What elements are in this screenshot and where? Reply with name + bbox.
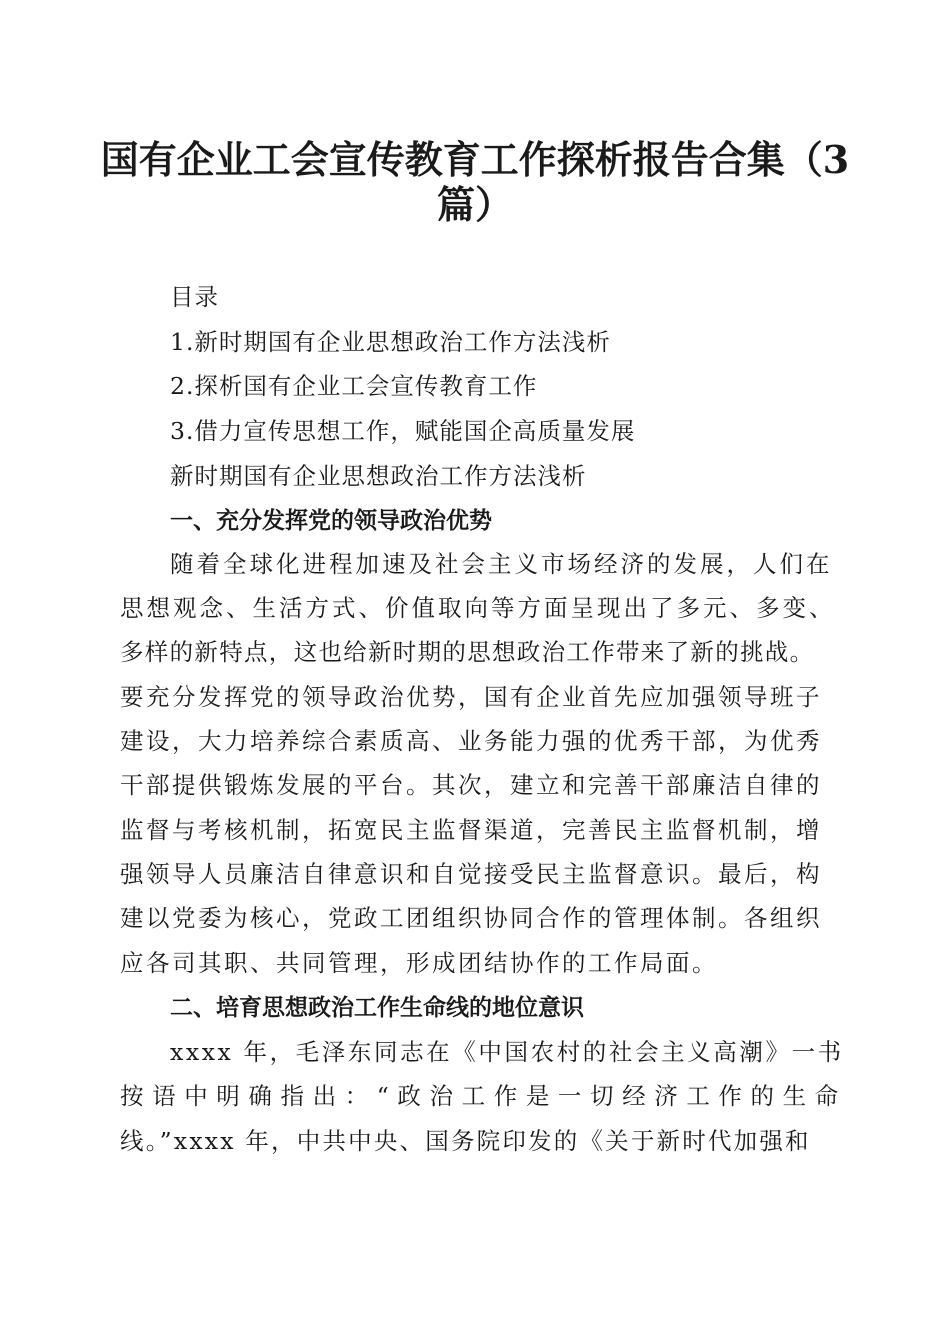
paragraph-line: 多样的新特点，这也给新时期的思想政治工作带来了新的挑战。 bbox=[120, 638, 815, 666]
toc-item-3: 3.借力宣传思想工作，赋能国企高质量发展 bbox=[170, 417, 636, 445]
toc-item-2: 2.探析国有企业工会宣传教育工作 bbox=[170, 372, 538, 400]
paragraph-line: 按语中明确指出：“政治工作是一切经济工作的生命 bbox=[120, 1082, 847, 1110]
paragraph-line: xxxx 年，毛泽东同志在《中国农村的社会主义高潮》一书 bbox=[170, 1038, 844, 1066]
toc-item-1: 1.新时期国有企业思想政治工作方法浅析 bbox=[170, 328, 611, 356]
paragraph-line: 思想观念、生活方式、价值取向等方面呈现出了多元、多变、 bbox=[120, 594, 836, 622]
paragraph-line: 建设，大力培养综合素质高、业务能力强的优秀干部，为优秀 bbox=[120, 727, 822, 755]
document-title-line-2: 篇） bbox=[436, 182, 513, 227]
paragraph-line: 建以党委为核心，党政工团组织协同合作的管理体制。各组织 bbox=[120, 904, 822, 932]
paragraph-line: 线。”xxxx 年，中共中央、国务院印发的《关于新时代加强和 bbox=[120, 1127, 811, 1155]
section-heading-1: 一、充分发挥党的领导政治优势 bbox=[170, 508, 492, 534]
article-title: 新时期国有企业思想政治工作方法浅析 bbox=[170, 462, 587, 490]
paragraph-line: 强领导人员廉洁自律意识和自觉接受民主监督意识。最后，构 bbox=[120, 860, 822, 888]
document-title-line-1: 国有企业工会宣传教育工作探析报告合集（3 bbox=[100, 137, 850, 182]
paragraph-line: 要充分发挥党的领导政治优势，国有企业首先应加强领导班子 bbox=[120, 683, 822, 711]
paragraph-line: 监督与考核机制，拓宽民主监督渠道，完善民主监督机制，增 bbox=[120, 816, 822, 844]
paragraph-line: 随着全球化进程加速及社会主义市场经济的发展，人们在 bbox=[170, 550, 833, 578]
section-heading-2: 二、培育思想政治工作生命线的地位意识 bbox=[170, 995, 584, 1021]
toc-heading: 目录 bbox=[170, 283, 219, 311]
paragraph-line: 应各司其职、共同管理，形成团结协作的工作局面。 bbox=[120, 949, 718, 977]
paragraph-line: 干部提供锻炼发展的平台。其次，建立和完善干部廉洁自律的 bbox=[120, 771, 822, 799]
